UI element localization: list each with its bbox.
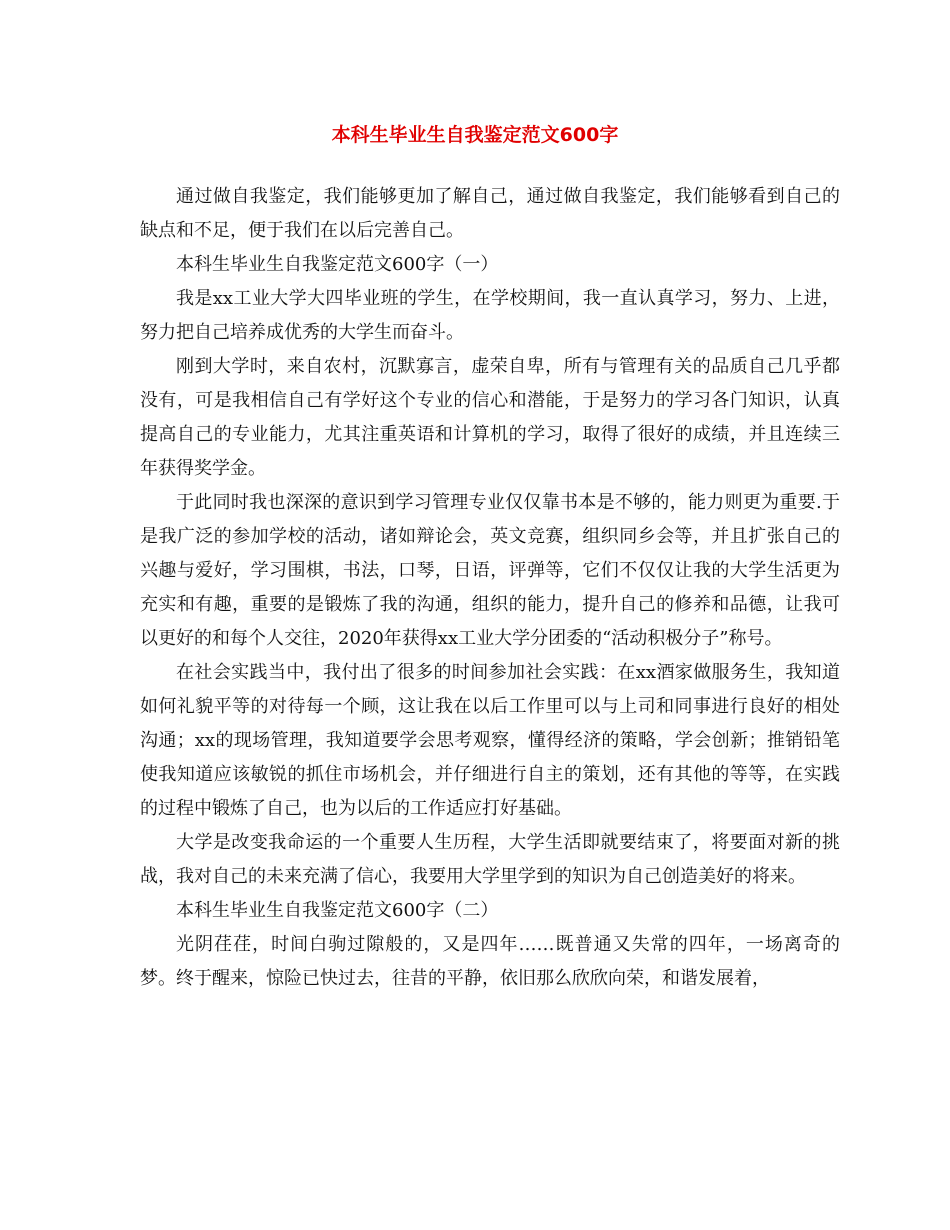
paragraph: 在社会实践当中，我付出了很多的时间参加社会实践：在xx酒家做服务生，我知道如何礼貌平等的对待每一个顾，这让我在以后工作里可以与上司和同事进行良好的相处沟通；xx的现场管理，我知道要学会思考观察，懂得经济的策略，学会创新；推销铅笔使我知道应该敏锐的抓住市场机会，并仔细进行自主的策划，还有其他的等等，在实践的过程中锻炼了自己，也为以后的工作适应打好基础。 [140,662,840,819]
document-title: 本科生毕业生自我鉴定范文600字 [331,124,619,146]
paragraph: 我是xx工业大学大四毕业班的学生，在学校期间，我一直认真学习，努力、上进，努力把自己培养成优秀的大学生而奋斗。 [140,288,840,343]
paragraph: 刚到大学时，来自农村，沉默寡言，虚荣自卑，所有与管理有关的品质自己几乎都没有，可是我相信自己有学好这个专业的信心和潜能，于是努力的学习各门知识，认真提高自己的专业能力，尤其注重英语和计算机的学习，取得了很好的成绩，并且连续三年获得奖学金。 [140,356,840,479]
paragraph: 于此同时我也深深的意识到学习管理专业仅仅靠书本是不够的，能力则更为重要.于是我广泛的参加学校的活动，诸如辩论会，英文竞赛，组织同乡会等，并且扩张自己的兴趣与爱好，学习围棋，书法，口琴，日语，评弹等，它们不仅仅让我的大学生活更为充实和有趣，重要的是锻炼了我的沟通，组织的能力，提升自己的修养和品德，让我可以更好的和每个人交往，2020年获得xx工业大学分团委的“活动积极分子”称号。 [140,492,840,649]
section-heading-one: 本科生毕业生自我鉴定范文600字（一） [176,254,499,275]
paragraph: 大学是改变我命运的一个重要人生历程，大学生活即就要结束了，将要面对新的挑战，我对自己的未来充满了信心，我要用大学里学到的知识为自己创造美好的将来。 [140,832,840,887]
section-heading-two: 本科生毕业生自我鉴定范文600字（二） [176,900,499,921]
paragraph-intro: 通过做自我鉴定，我们能够更加了解自己，通过做自我鉴定，我们能够看到自己的缺点和不足，便于我们在以后完善自己。 [140,186,840,241]
paragraph: 光阴荏荏，时间白驹过隙般的，又是四年……既普通又失常的四年，一场离奇的梦。终于醒来，惊险已快过去，往昔的平静，依旧那么欣欣向荣，和谐发展着， [140,934,840,989]
document-body [140,180,840,996]
